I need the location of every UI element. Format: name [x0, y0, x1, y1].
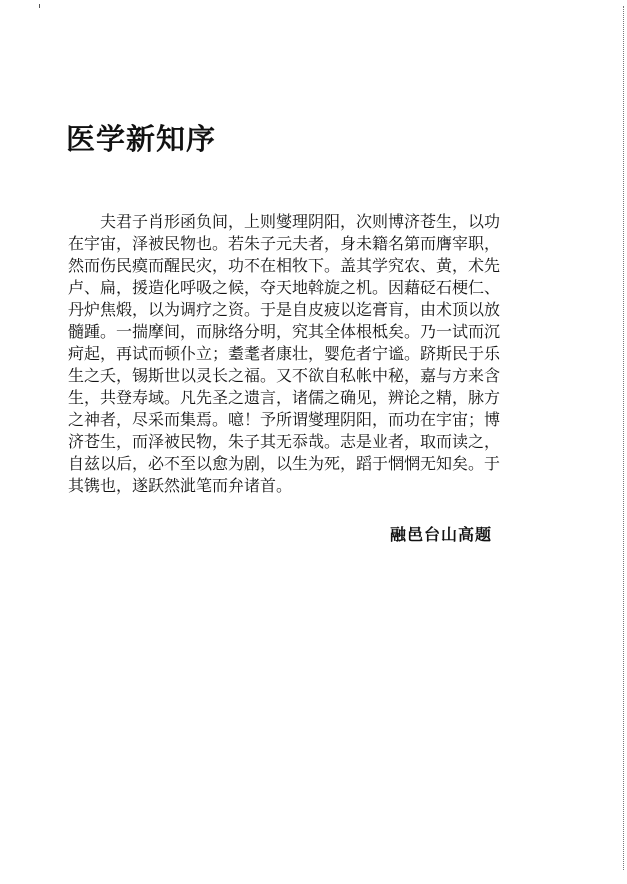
page-title: 医学新知序	[66, 122, 217, 156]
preface-body: 夫君子肖形函负间，上则燮理阴阳，次则博济苍生，以功 在宇宙，泽被民物也。若朱子元夫者，身未籍名第而膺宰职， 然而伤民瘼而醒民灾，功不在相牧下。盖其学究农、黄，术先 卢、扁，援造化呼吸之候，夺天地斡旋之机。因藉砭石梗仁、 丹炉焦煅，以为调疗之资。于是自皮疲以迄膏肓，由术顶以放 髓踵。一揣摩间，而脉络分明，究其全体根柢矣。乃一试而沉 疴起，再试而顿仆立；耋耄者康壮，婴危者宁谧。跻斯民于乐 生之夭，锡斯世以灵长之福。又不欲自私帐中秘，嘉与方来含 生，共登寿域。凡先圣之遗言，诸儒之确见，辨论之精，脉方 之神者，尽采而集焉。噫！予所谓燮理阴阳，而功在宇宙；博 济苍生，而泽被民物，朱子其无忝哉。志是业者，取而读之， 自兹以后，必不至以愈为剧，以生为死，蹈于惘惘无知矣。于 其镌也，遂跃然泚笔而弁诸首。	[68, 212, 501, 495]
scan-mark	[39, 4, 40, 8]
author-signature: 融邑台山高题	[390, 525, 493, 544]
page-edge	[622, 6, 624, 870]
